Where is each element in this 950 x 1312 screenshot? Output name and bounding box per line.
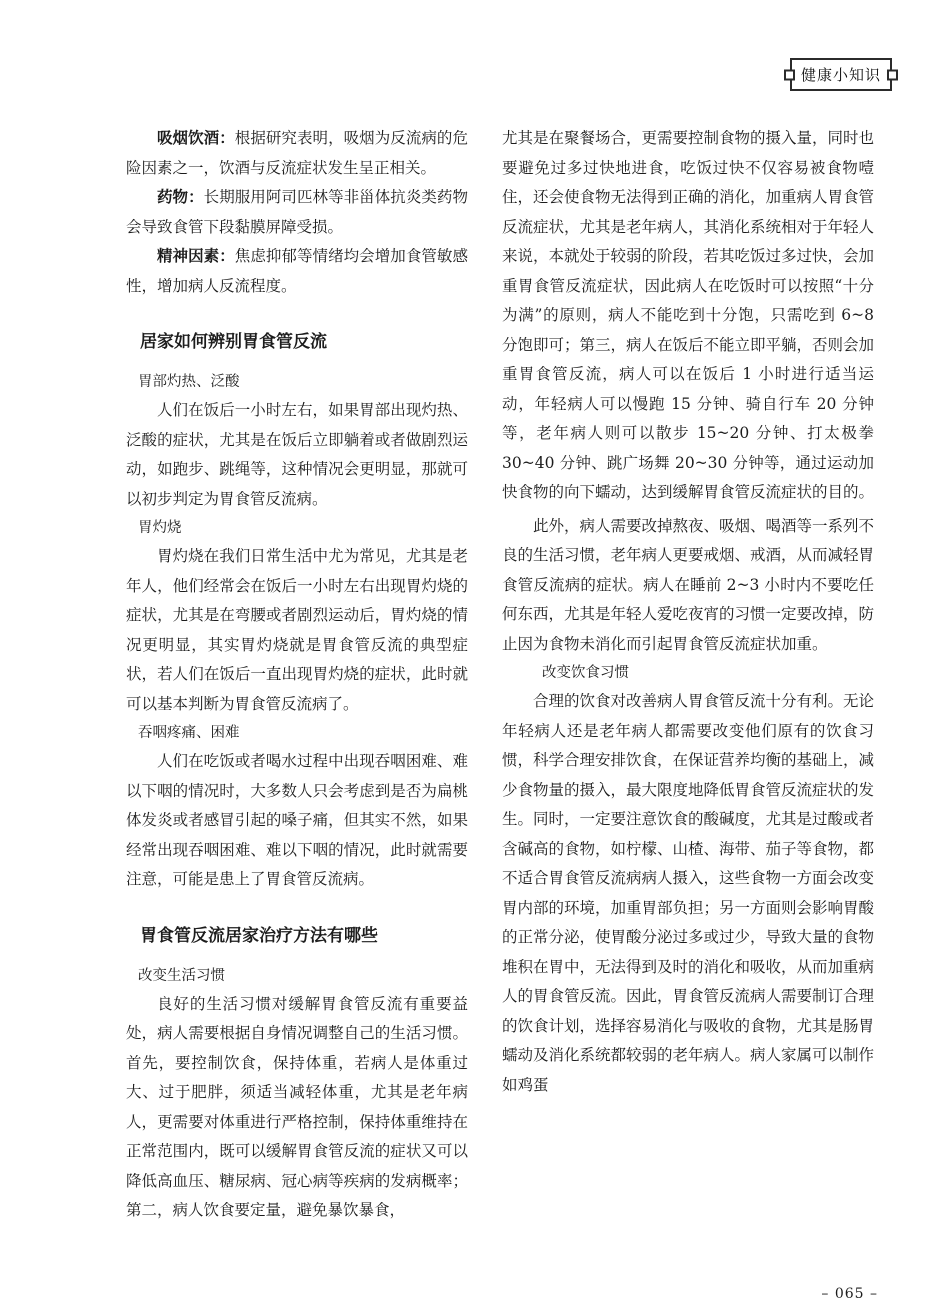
intro-text: 焦虑抑郁等情绪均会增加食管敏感性，增加病人反流程度。 <box>126 247 468 295</box>
right-column <box>502 124 874 1100</box>
paragraph-heartburn: 胃灼烧在我们日常生活中尤为常见，尤其是老年人，他们经常会在饭后一小时左右出现胃灼烧的症状，尤其是在弯腰或者剧烈运动后，胃灼烧的情况更明显，其实胃灼烧就是胃食管反流的典型症状，若人们在饭后一直出现胃灼烧的症状，此时就可以基本判断为胃食管反流病了。 <box>126 547 468 713</box>
section-badge: 健康小知识 <box>790 58 892 91</box>
paragraph-lifestyle-continued: 尤其是在聚餐场合，更需要控制食物的摄入量，同时也要避免过多过快地进食，吃饭过快不仅容易被食物噎住，还会使食物无法得到正确的消化，加重病人胃食管反流症状，尤其是老年病人，其消化系统相对于年轻人来说，本就处于较弱的阶段，若其吃饭过多过快，会加重胃食管反流症状，因此病人在吃饭时可以按照“十分为满”的原则，病人不能吃到十分饱，只需吃到 6~8 分饱即可；第三，病人在饭后不能立即平躺，否则会加重胃食管反流，病人可以在饭后 1 小时进行适当运动，年轻病人可以慢跑 15 分钟、骑自行车 20 分钟等，老年病人则可以散步 15~20 分钟、打太极拳 30~40 分钟、跳广场舞 20~30 分钟等，通过运动加快食物的向下蠕动，达到缓解胃食管反流症状的目的。 <box>502 129 875 501</box>
subheading-heartburn: 胃灼烧 <box>138 520 182 536</box>
intro-text: 根据研究表明，吸烟为反流病的危险因素之一，饮酒与反流症状发生呈正相关。 <box>126 129 468 177</box>
subheading-swallowing: 吞咽疼痛、困难 <box>138 725 240 741</box>
paragraph-heartburn-acid: 人们在饭后一小时左右，如果胃部出现灼热、泛酸的症状，尤其是在饭后立即躺着或者做剧烈运动，如跑步、跳绳等，这种情况会更明显，那就可以初步判定为胃食管反流病。 <box>126 401 468 508</box>
intro-paragraph-mental <box>126 242 468 301</box>
page-number: – 065 – <box>821 1286 878 1302</box>
subheading-lifestyle: 改变生活习惯 <box>138 967 225 984</box>
section-title-identify: 居家如何辨别胃食管反流 <box>140 332 327 352</box>
intro-text: 长期服用阿司匹林等非甾体抗炎类药物会导致食管下段黏膜屏障受损。 <box>126 188 468 236</box>
subheading-diet: 改变饮食习惯 <box>542 665 629 681</box>
section-title-treatment: 胃食管反流居家治疗方法有哪些 <box>140 925 378 946</box>
paragraph-lifestyle: 良好的生活习惯对缓解胃食管反流有重要益处，病人需要根据自身情况调整自己的生活习惯。首先，要控制饮食，保持体重，若病人是体重过大、过于肥胖，须适当减轻体重，尤其是老年病人，更需要对体重进行严格控制，保持体重维持在正常范围内，既可以缓解胃食管反流的症状又可以降低高血压、糖尿病、冠心病等疾病的发病概率；第二，病人饮食要定量，避免暴饮暴食， <box>126 994 468 1219</box>
paragraph-diet: 合理的饮食对改善病人胃食管反流十分有利。无论年轻病人还是老年病人都需要改变他们原有的饮食习惯，科学合理安排饮食，在保证营养均衡的基础上，减少食物量的摄入，最大限度地降低胃食管反流症状的发生。同时，一定要注意饮食的酸碱度，尤其是过酸或者含碱高的食物，如柠檬、山楂、海带、茄子等食物，都不适合胃食管反流病病人摄入，这些食物一方面会改变胃内部的环境，加重胃部负担；另一方面则会影响胃酸的正常分泌，使胃酸分泌过多或过少，导致大量的食物堆积在胃中，无法得到及时的消化和吸收，从而加重病人的胃食管反流。因此，胃食管反流病人需要制订合理的饮食计划，选择容易消化与吸收的食物，尤其是肠胃蠕动及消化系统都较弱的老年病人。病人家属可以制作如鸡蛋 <box>502 692 875 1094</box>
intro-label: 精神因素： <box>157 247 235 265</box>
left-column <box>126 124 468 1226</box>
subheading-heartburn-acid: 胃部灼热、泛酸 <box>138 374 240 390</box>
paragraph-bad-habits: 此外，病人需要改掉熬夜、吸烟、喝酒等一系列不良的生活习惯，老年病人更要戒烟、戒酒，从而减轻胃食管反流病的症状。病人在睡前 2~3 小时内不要吃任何东西，尤其是年轻人爱吃夜宵的习惯一定要改掉，防止因为食物未消化而引起胃食管反流症状加重。 <box>502 516 875 653</box>
paragraph-swallowing: 人们在吃饭或者喝水过程中出现吞咽困难、难以下咽的情况时，大多数人只会考虑到是否为扁桃体发炎或者感冒引起的嗓子痛，但其实不然，如果经常出现吞咽困难、难以下咽的情况，此时就需要注意，可能是患上了胃食管反流病。 <box>126 752 468 888</box>
intro-label: 吸烟饮酒： <box>157 129 235 147</box>
intro-paragraph-smoking <box>126 124 468 183</box>
intro-label: 药物： <box>157 188 204 206</box>
intro-paragraph-drugs <box>126 183 468 242</box>
